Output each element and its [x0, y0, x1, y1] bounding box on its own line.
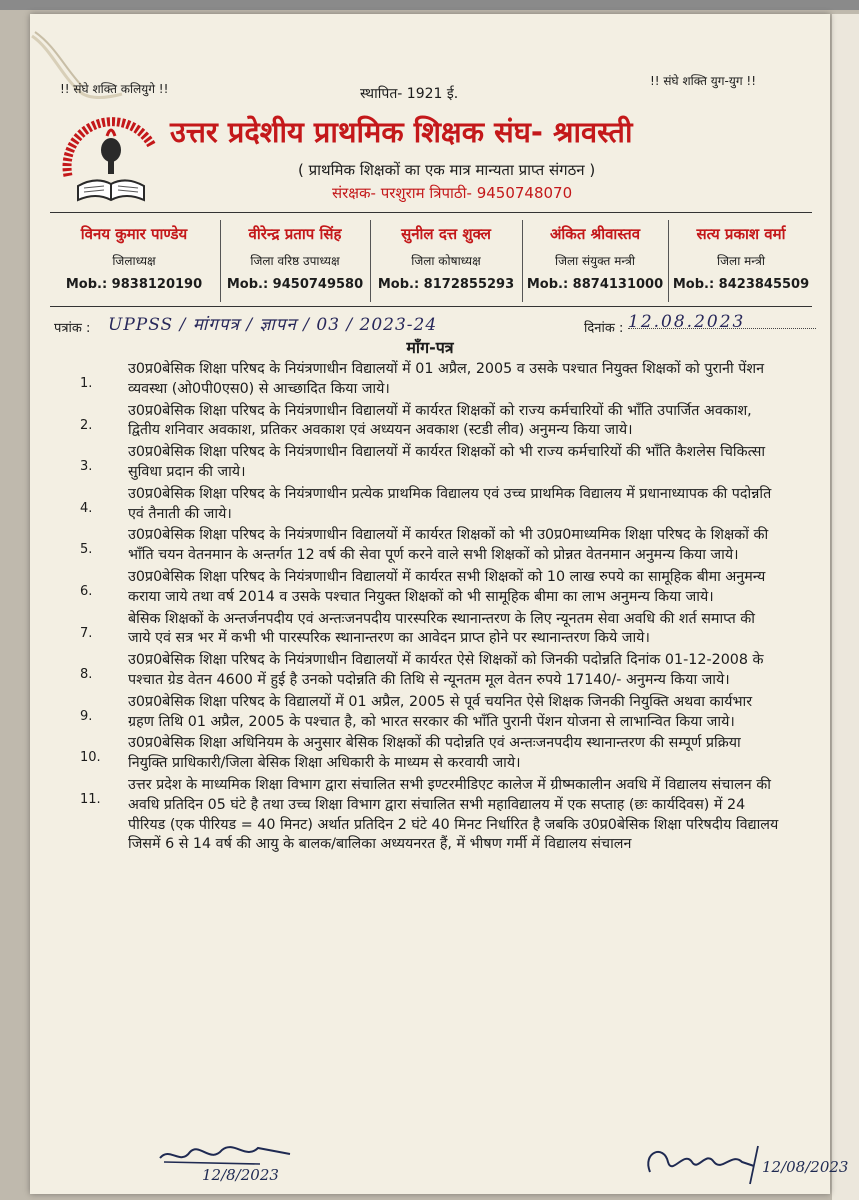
- officer-name: सत्य प्रकाश वर्मा: [696, 225, 786, 243]
- item-text: उ0प्र0बेसिक शिक्षा परिषद के नियंत्रणाधीन प्रत्येक प्राथमिक विद्यालय एवं उच्च प्राथमिक विद्यालय में प्रधानाध्यापक की पदोन्नति एवं तैनाती की जाये।: [128, 485, 772, 522]
- organization-name: उत्तर प्रदेशीय प्राथमिक शिक्षक संघ- श्रावस्ती: [170, 115, 633, 149]
- document-title: माँग-पत्र: [406, 338, 454, 357]
- column-divider: [668, 220, 669, 302]
- union-emblem-logo: [56, 106, 166, 206]
- column-divider: [370, 220, 371, 302]
- window-top-bar: [0, 0, 859, 10]
- date-label: दिनांक :: [584, 321, 624, 336]
- item-number: 5.: [80, 542, 93, 558]
- item-number: 6.: [80, 583, 93, 599]
- item-text: उत्तर प्रदेश के माध्यमिक शिक्षा विभाग द्वारा संचालित सभी इण्टरमीडिएट कालेज में ग्रीष्मकालीन अवधि में विद्यालय संचालन की अवधि प्रतिदिन 05 घंटे है तथा उच्च शिक्षा विभाग द्वारा संचालित सभी महाविद्यालय में एक सप्ताह (छः कार्यदिवस) में 24 पीरियड (एक पीरियड = 40 मिनट) अर्थात प्रतिदिन 2 घंटे 40 मिनट निर्धारित है जबकि उ0प्र0बेसिक शिक्षा परिषदीय विद्यालय जिसमें 6 से 14 वर्ष की आयु के बालक/बालिका अध्ययनरत हैं, में भीषण गर्मी में विद्यालय संचालन: [128, 776, 779, 853]
- item-text: बेसिक शिक्षकों के अन्तर्जनपदीय एवं अन्तःजनपदीय पारस्परिक स्थानान्तरण के लिए न्यूनतम सेवा अवधि की शर्त समाप्त की जाये एवं सत्र भर में कभी भी पारस्परिक स्थानान्तरण का आवेदन प्राप्त होने पर स्थानान्तरण किये जाये।: [128, 610, 755, 647]
- officer-senior-vice-president: [222, 216, 368, 304]
- officer-treasurer: [372, 216, 520, 304]
- letterhead-document: [30, 14, 849, 1194]
- demand-item: [80, 693, 780, 733]
- demand-item: [80, 734, 780, 774]
- officer-president: [50, 216, 218, 304]
- item-number: 2.: [80, 417, 93, 433]
- reference-label: पत्रांक :: [54, 321, 91, 336]
- demand-item: [80, 402, 780, 442]
- officer-designation: जिला वरिष्ठ उपाध्यक्ष: [250, 254, 340, 268]
- organization-subtitle: ( प्राथमिक शिक्षकों का एक मात्र मान्यता प्राप्त संगठन ): [298, 161, 596, 179]
- officer-mobile: Mob.: 8172855293: [377, 277, 515, 292]
- patron-line: संरक्षक- परशुराम त्रिपाठी- 9450748070: [332, 184, 573, 202]
- officer-name: सुनील दत्त शुक्ल: [401, 225, 491, 243]
- demand-item: [80, 568, 780, 608]
- item-number: 7.: [80, 625, 93, 641]
- demand-item: [80, 526, 780, 566]
- header-divider-top: [50, 212, 812, 213]
- item-text: उ0प्र0बेसिक शिक्षा परिषद के नियंत्रणाधीन विद्यालयों में कार्यरत शिक्षकों को राज्य कर्मचारियों की भाँति उपार्जित अवकाश, द्वितीय शनिवार अवकाश, प्रतिकर अवकाश एवं अध्ययन अवकाश (स्टडी लीव) अनुमन्य किया जाये।: [128, 402, 752, 439]
- item-number: 8.: [80, 667, 93, 683]
- officer-mobile: Mob.: 8874131000: [526, 277, 664, 292]
- demand-item: [80, 443, 780, 483]
- officer-name: विनय कुमार पाण्डेय: [80, 225, 188, 243]
- column-divider: [522, 220, 523, 302]
- item-number: 1.: [80, 376, 93, 391]
- officer-name: वीरेन्द्र प्रताप सिंह: [248, 225, 342, 243]
- officers-row: [50, 216, 812, 304]
- officer-designation: जिला कोषाध्यक्ष: [411, 254, 481, 268]
- item-text: उ0प्र0बेसिक शिक्षा परिषद के नियंत्रणाधीन विद्यालयों में 01 अप्रैल, 2005 व उसके पश्चात नियुक्त शिक्षकों को पुरानी पेंशन व्यवस्था (ओ0पी0एस0) से आच्छादित किया जाये।: [128, 361, 765, 397]
- item-number: 4.: [80, 500, 93, 516]
- signature-right: [642, 1132, 849, 1192]
- demand-item: [80, 360, 780, 400]
- officer-mobile: Mob.: 9838120190: [65, 277, 203, 292]
- item-text: उ0प्र0बेसिक शिक्षा अधिनियम के अनुसार बेसिक शिक्षकों की पदोन्नति एवं अन्तःजनपदीय स्थानान्तरण की सम्पूर्ण प्रक्रिया नियुक्ति प्राधिकारी/जिला बेसिक शिक्षा अधिकारी के माध्यम से करवायी जाये।: [128, 735, 741, 772]
- signature-left: [150, 1136, 350, 1196]
- officer-designation: जिला मन्त्री: [717, 254, 765, 268]
- column-divider: [220, 220, 221, 302]
- item-text: उ0प्र0बेसिक शिक्षा परिषद के नियंत्रणाधीन विद्यालयों में कार्यरत शिक्षकों को भी राज्य कर्मचारियों की भाँति कैशलेस चिकित्सा सुविधा प्रदान की जाये।: [128, 444, 766, 480]
- item-number: 10.: [80, 750, 101, 766]
- demand-item: [80, 610, 780, 650]
- demand-item: [80, 776, 780, 855]
- item-text: उ0प्र0बेसिक शिक्षा परिषद के विद्यालयों में 01 अप्रैल, 2005 से पूर्व चयनित ऐसे शिक्षक जिनकी नियुक्ति अथवा कार्यभार ग्रहण तिथि 01 अप्रैल, 2005 के पश्चात है, को भारत सरकार की भाँति पुरानी पेंशन योजना से लाभान्वित किया जाये।: [128, 693, 753, 730]
- hanging-thread: [30, 28, 170, 118]
- signature-date: 12/08/2023: [762, 1158, 849, 1176]
- officer-mobile: Mob.: 8423845509: [672, 277, 810, 292]
- item-number: 3.: [80, 459, 93, 475]
- item-number: 11.: [80, 791, 101, 807]
- item-text: उ0प्र0बेसिक शिक्षा परिषद के नियंत्रणाधीन विद्यालयों में कार्यरत सभी शिक्षकों को 10 लाख रुपये का सामूहिक बीमा अनुमन्य कराया जाये तथा वर्ष 2014 व उसके पश्चात नियुक्त शिक्षकों को भी सामूहिक बीमा का लाभ अनुमन्य किया जाये।: [128, 568, 766, 605]
- background-strip: [832, 14, 859, 1200]
- demand-list: [80, 360, 780, 857]
- motto-left: !! संघे शक्ति कलियुगे !!: [60, 82, 169, 96]
- demand-item: [80, 651, 780, 691]
- demand-item: [80, 485, 780, 525]
- item-text: उ0प्र0बेसिक शिक्षा परिषद के नियंत्रणाधीन विद्यालयों में कार्यरत शिक्षकों को भी उ0प्र0माध्यमिक शिक्षा परिषद के शिक्षकों की भाँति चयन वेतनमान के अन्तर्गत 12 वर्ष की सेवा पूर्ण करने वाले सभी शिक्षकों को प्रोन्नत वेतनमान अनुमन्य किया जाये।: [128, 527, 769, 564]
- reference-line: [54, 314, 814, 338]
- officer-secretary: [670, 216, 812, 304]
- officer-mobile: Mob.: 9450749580: [226, 277, 364, 292]
- officer-joint-secretary: [524, 216, 666, 304]
- officer-designation: जिलाध्यक्ष: [112, 254, 156, 268]
- header-divider-bottom: [50, 306, 812, 307]
- established-year: स्थापित- 1921 ई.: [360, 86, 459, 102]
- reference-number: UPPSS / मांगपत्र / ज्ञापन / 03 / 2023-24: [108, 315, 438, 335]
- item-number: 9.: [80, 708, 93, 724]
- motto-right: !! संघे शक्ति युग-युग !!: [650, 74, 757, 88]
- signature-date: 12/8/2023: [202, 1166, 279, 1184]
- date-value: 12.08.2023: [628, 312, 746, 332]
- officer-designation: जिला संयुक्त मन्त्री: [554, 254, 636, 268]
- officer-name: अंकित श्रीवास्तव: [549, 225, 641, 243]
- item-text: उ0प्र0बेसिक शिक्षा परिषद के नियंत्रणाधीन विद्यालयों में कार्यरत ऐसे शिक्षकों को जिनकी पदोन्नति दिनांक 01-12-2008 के पश्चात ग्रेड वेतन 4600 में हुई है उनको पदोन्नति की तिथि से न्यूनतम मूल वेतन रुपये 17140/- अनुमन्य किया जाये।: [128, 652, 764, 688]
